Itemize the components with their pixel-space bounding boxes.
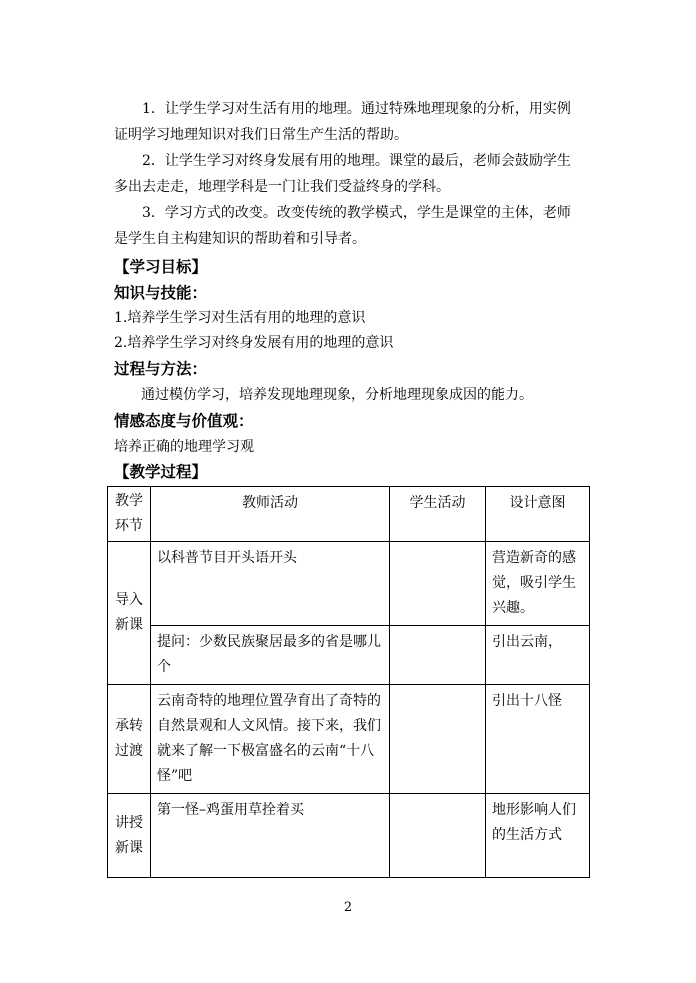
intro-paragraph-2-text: 2．让学生学习对终身发展有用的地理。课堂的最后，老师会鼓励学生多出去走走，地理学科是一门让我们受益终身的学科。 <box>114 153 571 195</box>
student-activity-cell <box>390 685 486 794</box>
table-row <box>108 626 590 685</box>
student-activity-cell <box>390 626 486 685</box>
knowledge-item-1: 1.培养学生学习对生活有用的地理的意识 <box>114 310 366 326</box>
intro-paragraph-1 <box>114 96 584 148</box>
intro-paragraph-2 <box>114 148 584 200</box>
teacher-activity-cell: 以科普节目开头语开头 <box>151 542 390 626</box>
learning-objectives-heading: 【学习目标】 <box>114 258 208 276</box>
design-intent-cell: 地形影响人们的生活方式 <box>486 794 590 878</box>
design-intent-cell: 营造新奇的感觉，吸引学生兴趣。 <box>486 542 590 626</box>
design-intent-cell: 引出云南， <box>486 626 590 685</box>
teacher-activity-cell: 提问：少数民族聚居最多的省是哪儿个 <box>151 626 390 685</box>
intro-paragraph-1-text: 1．让学生学习对生活有用的地理。通过特殊地理现象的分析，用实例证明学习地理知识对我们日常生产生活的帮助。 <box>114 101 571 143</box>
process-method-text: 通过模仿学习，培养发现地理现象，分析地理现象成因的能力。 <box>141 387 533 403</box>
design-intent-cell: 引出十八怪 <box>486 685 590 794</box>
stage-cell-lecture: 讲授新课 <box>108 794 151 878</box>
teaching-process-heading: 【教学过程】 <box>114 463 208 481</box>
table-row <box>108 794 590 878</box>
knowledge-item-2: 2.培养学生学习对终身发展有用的地理的意识 <box>114 335 394 351</box>
student-activity-cell <box>390 542 486 626</box>
emotion-values-heading: 情感态度与价值观： <box>114 412 254 430</box>
page-number: 2 <box>343 900 353 915</box>
intro-paragraph-3-text: 3．学习方式的改变。改变传统的教学模式，学生是课堂的主体，老师是学生自主构建知识的帮助着和引导者。 <box>114 205 571 247</box>
knowledge-skills-heading: 知识与技能： <box>114 284 208 302</box>
intro-paragraph-3 <box>114 200 584 252</box>
teaching-process-table <box>107 486 590 878</box>
emotion-values-text: 培养正确的地理学习观 <box>114 439 254 455</box>
column-header-teacher: 教师活动 <box>151 487 390 542</box>
table-row <box>108 685 590 794</box>
stage-cell-intro: 导入新课 <box>108 542 151 685</box>
column-header-student: 学生活动 <box>390 487 486 542</box>
column-header-intent: 设计意图 <box>486 487 590 542</box>
teacher-activity-cell: 第一怪–鸡蛋用草拴着买 <box>151 794 390 878</box>
stage-cell-transition: 承转过渡 <box>108 685 151 794</box>
column-header-stage: 教学环节 <box>108 487 151 542</box>
process-method-heading: 过程与方法： <box>114 360 208 378</box>
table-header-row <box>108 487 590 542</box>
teacher-activity-cell: 云南奇特的地理位置孕育出了奇特的自然景观和人文风情。接下来，我们就来了解一下极富盛名的云南“十八怪”吧 <box>151 685 390 794</box>
student-activity-cell <box>390 794 486 878</box>
table-row <box>108 542 590 626</box>
